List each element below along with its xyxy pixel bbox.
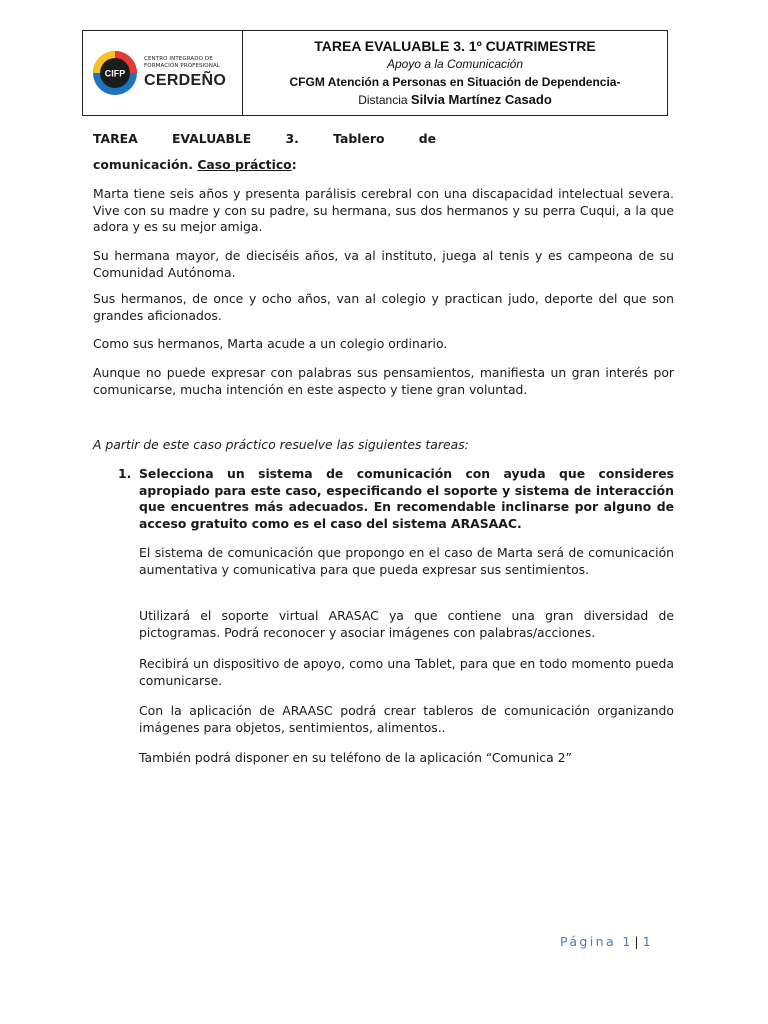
logo-caption-line1: CENTRO INTEGRADO DE (144, 56, 213, 62)
logo-caption-line2: FORMACIÓN PROFESIONAL (144, 63, 220, 69)
total-pages: 1 (642, 934, 651, 949)
header-title-block (243, 31, 667, 115)
case-paragraph-4: Como sus hermanos, Marta acude a un colegio ordinario. (93, 336, 448, 351)
case-paragraph-1: Marta tiene seis años y presenta parálisis cerebral con una discapacidad intelectual severa. Vive con su madre y con su padre, su hermana, sus dos hermanos y su perra Cuqui, a la que adora y es su mejor amiga. (93, 186, 674, 234)
answer-paragraph-1: El sistema de comunicación que propongo en el caso de Marta será de comunicación aumentativa y comunicativa para que pueda expresar sus sentimientos. (139, 545, 674, 577)
page-word: Página (560, 934, 617, 949)
cifp-emblem-icon (92, 50, 138, 96)
tasks-intro: A partir de este caso práctico resuelve las siguientes tareas: (93, 437, 469, 452)
answer-paragraph-2: Utilizará el soporte virtual ARASAC ya que contiene una gran diversidad de pictogramas. Podrá reconocer y asociar imágenes con palabras/acciones. (139, 608, 674, 640)
page-number: 1 (622, 934, 631, 949)
heading-line-1: TAREA EVALUABLE 3. Tablero de (93, 131, 436, 146)
task-number: 1. (118, 466, 132, 481)
logo-school-name: CERDEÑO (144, 72, 227, 89)
page-footer (560, 934, 651, 949)
answer-paragraph-5: También podrá disponer en su teléfono de la aplicación “Comunica 2” (139, 750, 572, 765)
case-study-label: Caso práctico (197, 157, 292, 172)
case-paragraph-3: Sus hermanos, de once y ocho años, van al colegio y practican judo, deporte del que son grandes aficionados. (93, 291, 674, 323)
answer-paragraph-3: Recibirá un dispositivo de apoyo, como una Tablet, para que en todo momento pueda comunicarse. (139, 656, 674, 688)
document-header (82, 30, 668, 116)
subject-name: Apoyo a la Comunicación (386, 56, 524, 71)
assignment-title: TAREA EVALUABLE 3. 1º CUATRIMESTRE (314, 37, 596, 54)
course-name: CFGM Atención a Personas en Situación de Dependencia- Distancia Silvia Martínez Casado (289, 74, 621, 107)
document-heading (93, 131, 674, 148)
task-statement: Selecciona un sistema de comunicación con ayuda que consideres apropiado para este caso, especificando el soporte y sistema de interacción que encuentres más adecuados. En recomendable inclinarse por alguno de acceso gratuito como es el caso del sistema ARASAAC. (139, 466, 674, 531)
page-separator: | (634, 934, 639, 949)
logo-badge-text: CIFP (104, 68, 126, 79)
author-name: Silvia Martínez Casado (410, 91, 552, 107)
answer-paragraph-4: Con la aplicación de ARAASC podrá crear tableros de comunicación organizando imágenes para objetos, sentimientos, alimentos.. (139, 703, 674, 735)
heading-line-2: comunicación. Caso práctico: (93, 157, 297, 172)
school-logo (83, 31, 243, 115)
case-paragraph-5: Aunque no puede expresar con palabras sus pensamientos, manifiesta un gran interés por comunicarse, mucha intención en este aspecto y tiene gran voluntad. (93, 365, 674, 397)
case-paragraph-2: Su hermana mayor, de dieciséis años, va al instituto, juega al tenis y es campeona de su Comunidad Autónoma. (93, 248, 674, 280)
